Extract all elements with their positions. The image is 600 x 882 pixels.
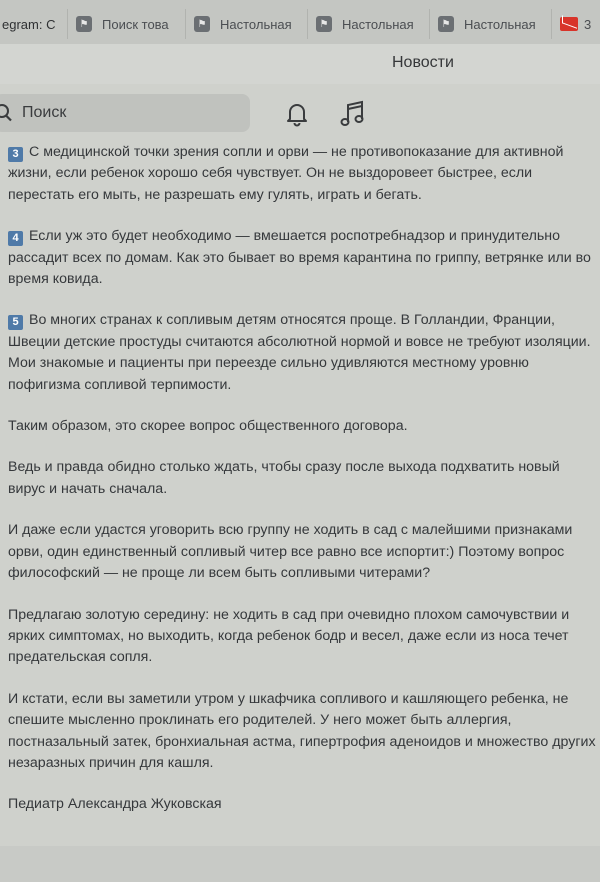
article-paragraph: [8, 226, 600, 290]
tab-label: Настольная: [220, 16, 292, 32]
number-badge: 3: [8, 147, 23, 162]
toolbar: [0, 90, 600, 136]
tab-label: Настольная: [342, 16, 414, 32]
tab-label: 3: [584, 16, 592, 32]
bell-icon[interactable]: [284, 101, 310, 127]
tab-mail[interactable]: [552, 9, 600, 39]
author-signature: Педиатр Александра Жуковская: [8, 796, 222, 813]
music-icon[interactable]: [340, 100, 366, 128]
app-header: [0, 44, 600, 84]
search-placeholder: Поиск: [22, 104, 67, 121]
tab-telegram[interactable]: [0, 9, 68, 39]
bottom-bar: [0, 846, 600, 882]
bookmark-icon: ⚑: [76, 16, 92, 32]
paragraph-text: Если уж это будет необходимо — вмешается роспотребнадзор и принудительно рассадит всех по домам. Как это бывает во время карантина по гриппу, ветрянке или во время ковида.: [8, 228, 591, 288]
bookmark-icon: ⚑: [316, 16, 332, 32]
tab-board-game-1[interactable]: [186, 9, 308, 39]
tab-label: egram: C: [2, 16, 56, 32]
bookmark-icon: ⚑: [438, 16, 454, 32]
page-title: Новости: [392, 54, 454, 71]
browser-tab-bar: [0, 0, 600, 45]
tab-product-search[interactable]: [68, 9, 186, 39]
number-badge: 4: [8, 231, 23, 246]
tab-label: Настольная: [464, 16, 536, 32]
article-paragraph: И кстати, если вы заметили утром у шкафчика сопливого и кашляющего ребенка, не спешите мысленно проклинать его родителей. У него может быть аллергия, постназальный затек, бронхиальная астма, гипертрофия аденоидов и множество других незаразных причин для кашля.: [8, 690, 596, 771]
paragraph-text: С медицинской точки зрения сопли и орви — не противопоказание для активной жизни, если ребенок хорошо себя чувствует. Он не выздоровеет быстрее, если перестать его мыть, не разрешать ему гулять, играть и бегать.: [8, 144, 564, 203]
search-input[interactable]: [0, 94, 250, 132]
tab-label: Поиск това: [102, 16, 169, 32]
article-paragraph: Ведь и правда обидно столько ждать, чтобы сразу после выхода подхватить новый вирус и начать сначала.: [8, 459, 560, 497]
article-paragraph: Таким образом, это скорее вопрос общественного договора.: [8, 418, 408, 435]
paragraph-text: Во многих странах к сопливым детям относятся проще. В Голландии, Франции, Швеции детские простуды считаются абсолютной нормой и вовсе не требуют изоляции. Мои знакомые и пациенты при переезде сильно удивляются местному уровню пофигизма сопливой терпимости.: [8, 312, 591, 393]
article-body: [8, 142, 600, 842]
tab-board-game-3[interactable]: [430, 9, 552, 39]
tab-board-game-2[interactable]: [308, 9, 430, 39]
article-paragraph: Предлагаю золотую середину: не ходить в сад при очевидно плохом самочувствии и ярких симптомах, но выходить, когда ребенок бодр и весел, даже если из носа течет предательская сопля.: [8, 606, 570, 666]
article-paragraph: И даже если удастся уговорить всю группу не ходить в сад с малейшими признаками орви, один единственный сопливый читер все равно все испортит:) Поэтому вопрос философский — не проще ли всем быть сопливыми читерами?: [8, 522, 573, 582]
mail-icon: [560, 17, 578, 31]
bookmark-icon: ⚑: [194, 16, 210, 32]
number-badge: 5: [8, 315, 23, 330]
article-paragraph: [8, 310, 600, 396]
search-icon: [0, 103, 16, 123]
article-paragraph: [8, 142, 600, 206]
